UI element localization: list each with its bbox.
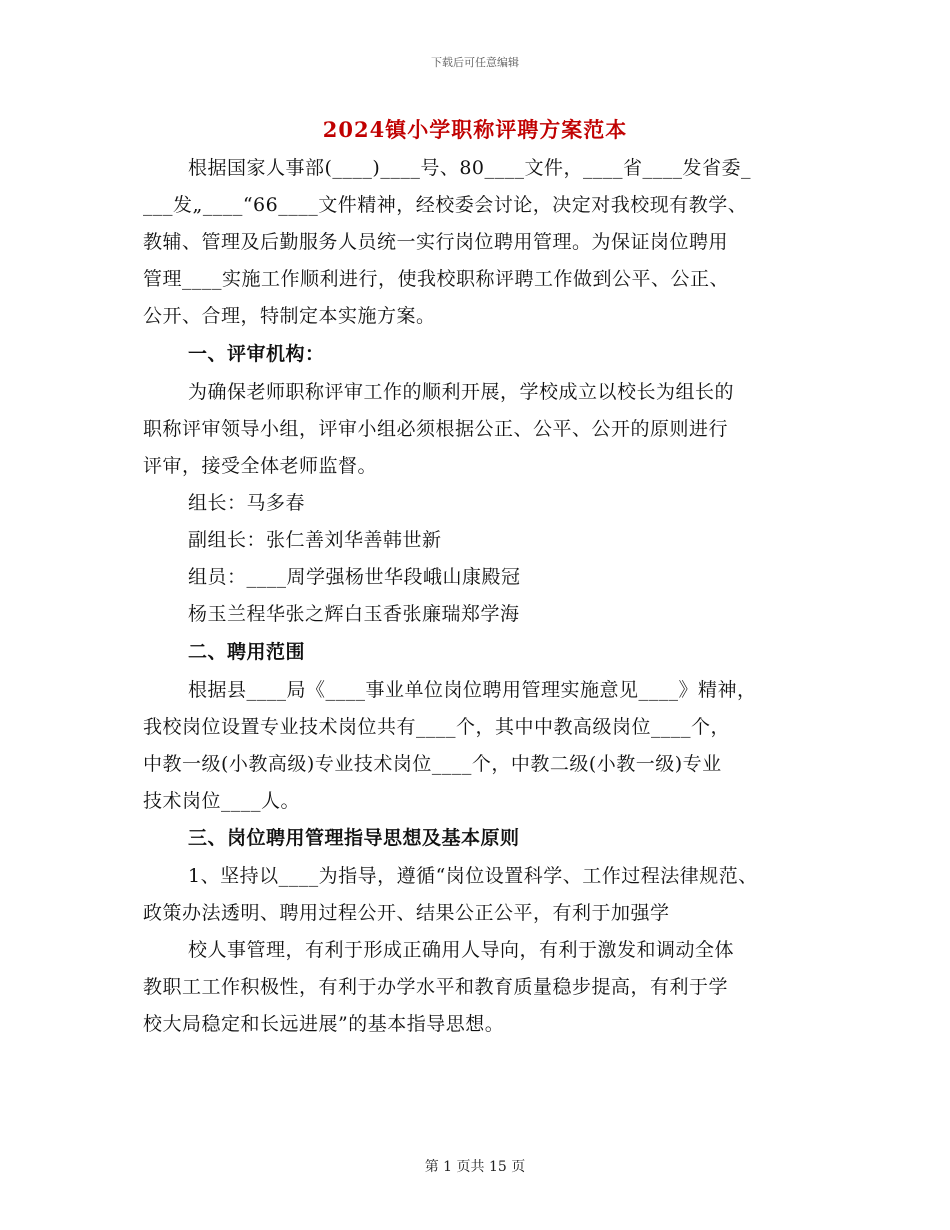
paragraph-line: 教辅、管理及后勤服务人员统一实行岗位聘用管理。为保证岗位聘用 bbox=[143, 231, 729, 253]
paragraph-line: 1、坚持以____为指导，遵循“岗位设置科学、工作过程法律规范、 bbox=[188, 865, 758, 887]
section-heading: 二、聘用范围 bbox=[188, 641, 306, 663]
paragraph-line: 根据国家人事部(____)____号、80____文件，____省____发省委_ bbox=[188, 157, 752, 179]
paragraph-line: 技术岗位____人。 bbox=[143, 790, 301, 812]
paragraph-line: 组员：____周学强杨世华段峨山康殿冠 bbox=[188, 566, 521, 588]
paragraph-line: 教职工工作积极性，有利于办学水平和教育质量稳步提高，有利于学 bbox=[143, 976, 729, 998]
paragraph-line: 评审，接受全体老师监督。 bbox=[143, 455, 378, 477]
paragraph-line: 根据县____局《____事业单位岗位聘用管理实施意见____》精神， bbox=[188, 679, 757, 701]
paragraph-line: 组长：马多春 bbox=[188, 492, 306, 514]
paragraph-line: 公开、合理，特制定本实施方案。 bbox=[143, 305, 436, 327]
paragraph-line: 管理____实施工作顺利进行，使我校职称评聘工作做到公平、公正、 bbox=[143, 268, 730, 290]
paragraph-line: ___发„____“66____文件精神，经校委会讨论，决定对我校现有教学、 bbox=[143, 194, 748, 216]
paragraph-line: 中教一级(小教高级)专业技术岗位____个，中教二级(小教一级)专业 bbox=[143, 753, 722, 775]
page-header: 下载后可任意编辑 bbox=[431, 56, 519, 69]
section-heading: 三、岗位聘用管理指导思想及基本原则 bbox=[188, 827, 520, 849]
paragraph-line: 我校岗位设置专业技术岗位共有____个，其中中教高级岗位____个， bbox=[143, 716, 731, 738]
document-title: 2024镇小学职称评聘方案范本 bbox=[322, 117, 628, 142]
paragraph-line: 职称评审领导小组，评审小组必须根据公正、公平、公开的原则进行 bbox=[143, 418, 729, 440]
paragraph-line: 政策办法透明、聘用过程公开、结果公正公平，有利于加强学 bbox=[143, 902, 670, 924]
paragraph-line: 校人事管理，有利于形成正确用人导向，有利于激发和调动全体 bbox=[188, 939, 735, 961]
paragraph-line: 杨玉兰程华张之辉白玉香张廉瑞郑学海 bbox=[188, 603, 520, 625]
section-heading: 一、评审机构： bbox=[188, 343, 325, 365]
paragraph-line: 副组长：张仁善刘华善韩世新 bbox=[188, 529, 442, 551]
page-footer: 第 1 页共 15 页 bbox=[424, 1159, 526, 1175]
paragraph-line: 为确保老师职称评审工作的顺利开展，学校成立以校长为组长的 bbox=[188, 381, 735, 403]
paragraph-line: 校大局稳定和长远进展”的基本指导思想。 bbox=[143, 1013, 505, 1035]
